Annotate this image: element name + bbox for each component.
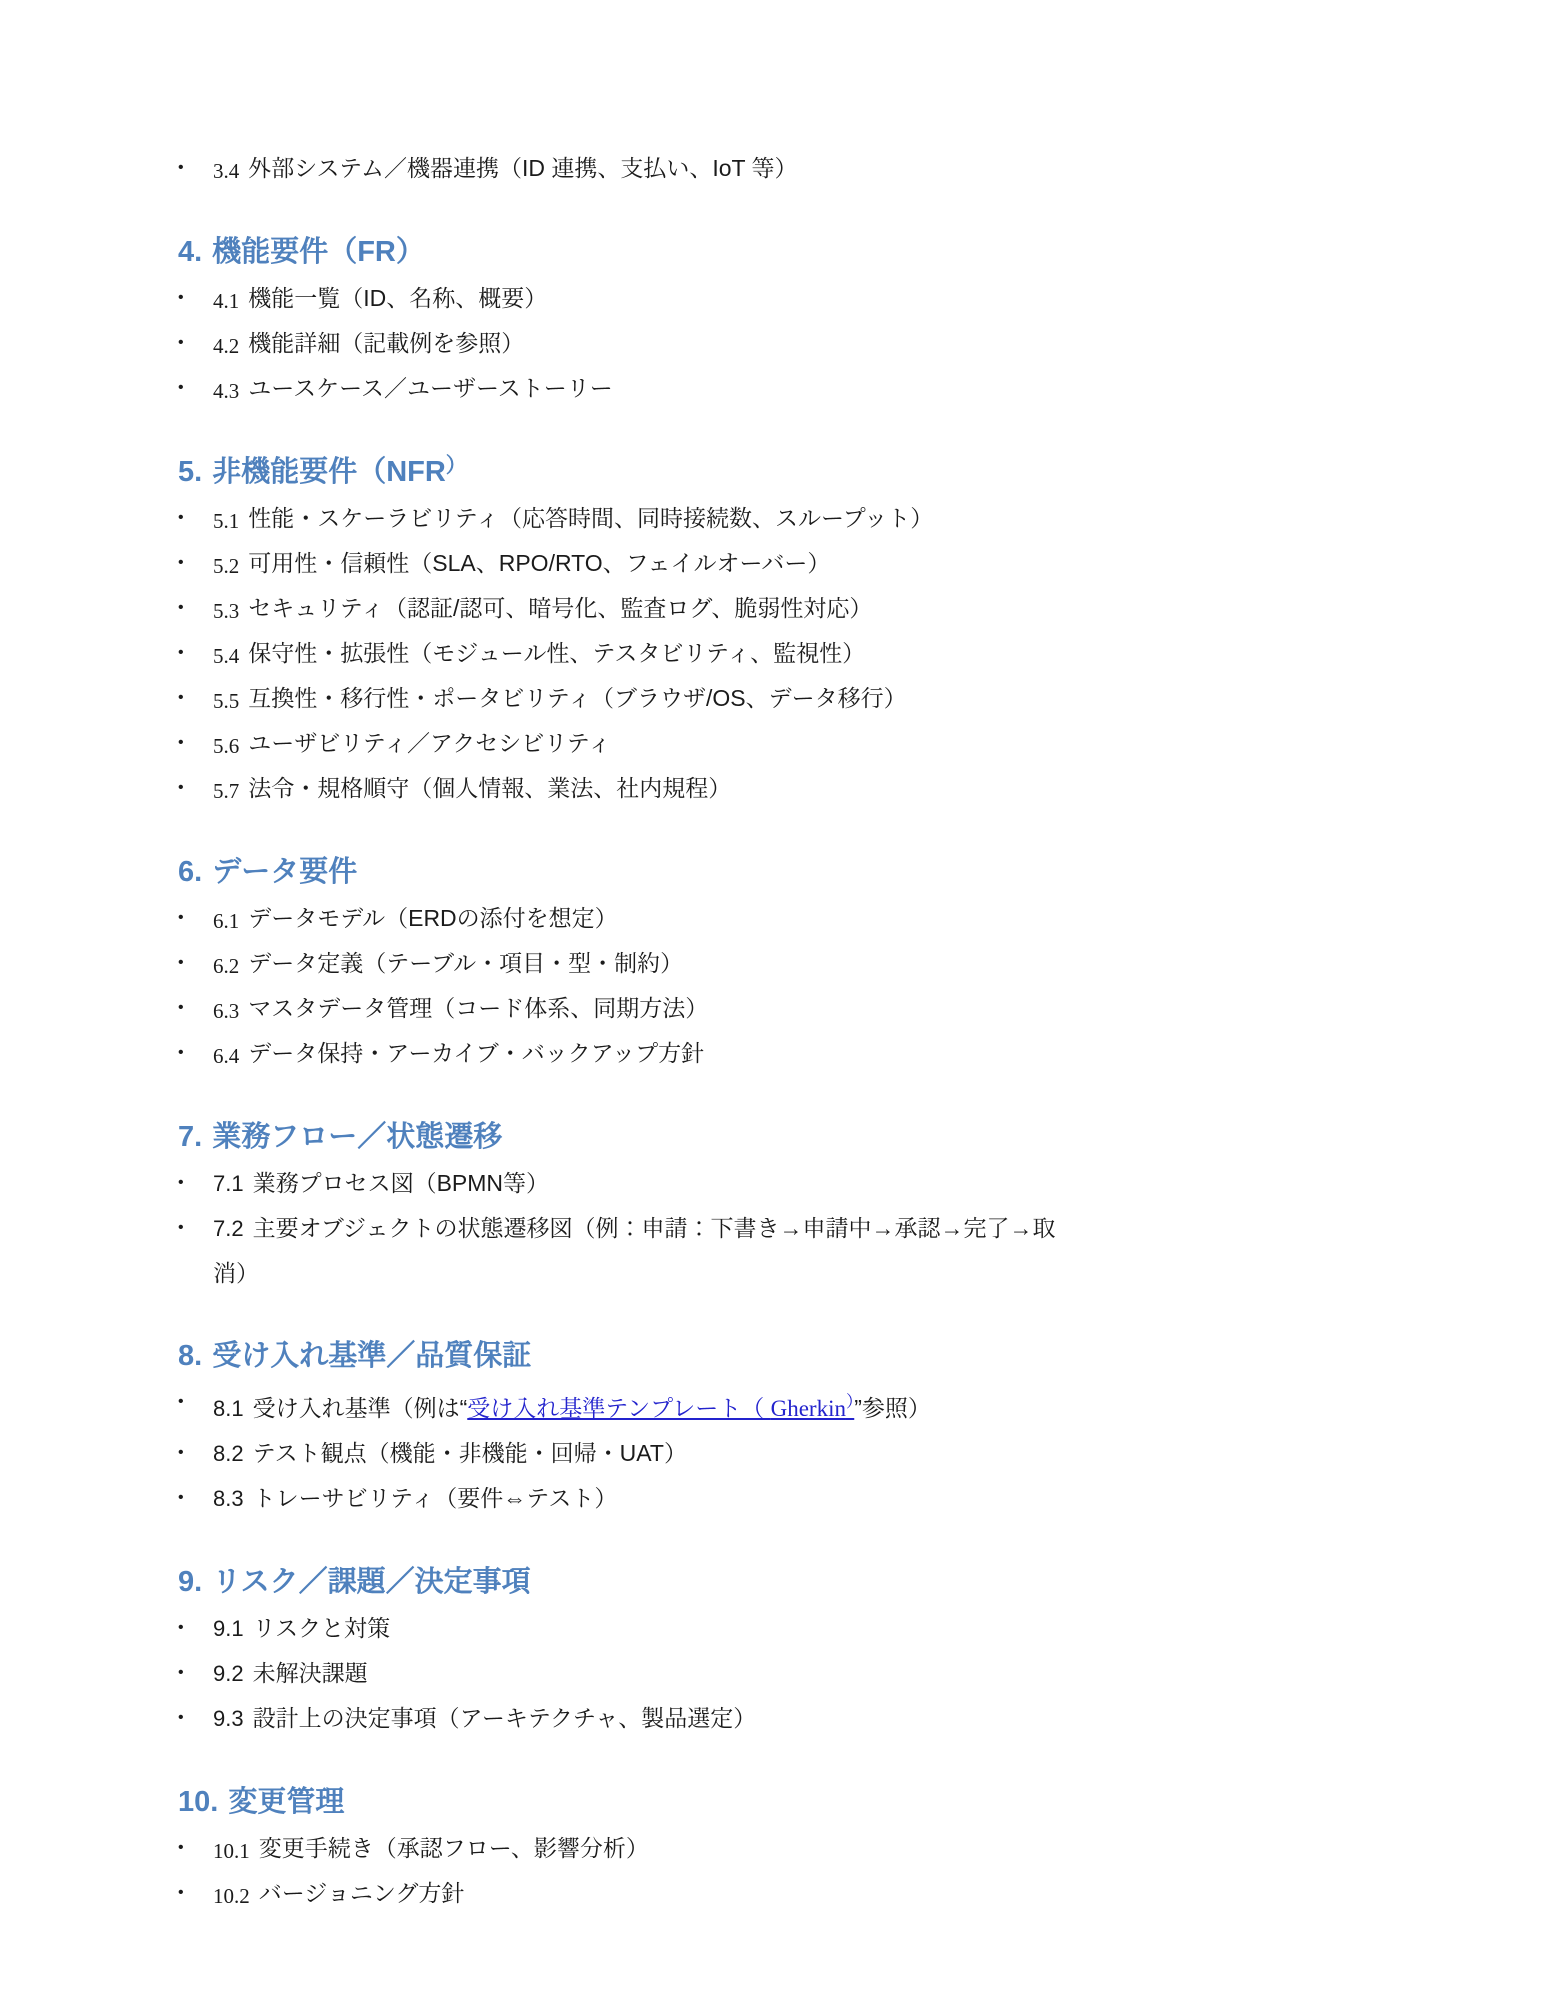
item-number: 6.3 [213, 999, 240, 1023]
bullet-icon: • [178, 909, 184, 926]
bullet-icon: • [178, 644, 184, 661]
list-item [178, 1380, 1395, 1431]
item-text: データ保持・アーカイブ・バックアップ方針 [248, 1040, 705, 1066]
bullet-icon: • [178, 334, 184, 351]
item-text: 設計上の決定事項（アーキテクチャ、製品選定） [252, 1705, 757, 1731]
heading-title: 機能要件（FR） [212, 236, 425, 268]
heading-title: 変更管理 [228, 1786, 345, 1818]
item-text: 性能・スケーラビリティ（応答時間、同時接続数、スループット） [248, 505, 934, 531]
item-text: 業務プロセス図（BPMN等） [252, 1170, 550, 1196]
list-item [178, 276, 1395, 321]
item-number: 4.3 [213, 379, 240, 403]
bullet-icon: • [178, 1664, 184, 1681]
item-number: 10.1 [213, 1839, 250, 1863]
link-text[interactable]: 受け入れ基準テンプレート（ [467, 1395, 771, 1421]
item-number: 8.2 [213, 1441, 244, 1466]
list-item [178, 541, 1395, 586]
item-text: 可用性・信頼性（SLA、RPO/RTO、フェイルオーバー） [248, 550, 831, 576]
list-item [178, 941, 1395, 986]
section-heading [178, 225, 1395, 273]
heading-number: 4. [178, 236, 203, 268]
item-number: 10.2 [213, 1884, 250, 1908]
bullet-icon: • [178, 1709, 184, 1726]
bullet-icon: • [178, 509, 184, 526]
item-number: 6.1 [213, 909, 240, 933]
item-number: 7.1 [213, 1171, 244, 1196]
list-item [178, 1696, 1395, 1741]
bullet-icon: • [178, 689, 184, 706]
heading-title: リスク／課題／決定事項 [212, 1566, 531, 1598]
list-item [178, 366, 1395, 411]
bullet-icon: • [178, 1884, 184, 1901]
bullet-icon: • [178, 954, 184, 971]
item-text: テスト観点（機能・非機能・回帰・UAT） [252, 1440, 687, 1466]
bullet-icon: • [178, 599, 184, 616]
section-non-functional-requirements [178, 445, 1395, 811]
list-item [178, 1431, 1395, 1476]
list-item [178, 1826, 1395, 1871]
bullet-icon: • [178, 1839, 184, 1856]
item-text: 未解決課題 [252, 1660, 368, 1686]
bullet-icon: • [178, 1044, 184, 1061]
item-number: 5.4 [213, 644, 240, 668]
section-heading [178, 1329, 1395, 1377]
item-number: 5.1 [213, 509, 240, 533]
list-item [178, 1871, 1395, 1916]
item-number: 9.3 [213, 1706, 244, 1731]
item-number: 7.2 [213, 1216, 244, 1241]
item-text: 法令・規格順守（個人情報、業法、社内規程） [248, 775, 732, 801]
bullet-icon: • [178, 734, 184, 751]
item-text: 外部システム／機器連携（ID 連携、支払い、IoT 等） [248, 155, 798, 181]
item-text: ユーザビリティ／アクセシビリティ [248, 730, 611, 756]
item-number: 4.1 [213, 289, 240, 313]
section-heading [178, 845, 1395, 893]
item-text: ユースケース／ユーザーストーリー [248, 375, 613, 401]
item-number: 5.6 [213, 734, 240, 758]
item-text-suffix: ”参照） [854, 1395, 931, 1421]
list-item [178, 721, 1395, 766]
list-item [178, 1206, 1395, 1295]
section-acceptance-criteria [178, 1329, 1395, 1521]
item-number: 5.3 [213, 599, 240, 623]
section-heading [178, 1110, 1395, 1158]
item-number: 8.1 [213, 1396, 244, 1421]
list-item [178, 1161, 1395, 1206]
heading-number: 9. [178, 1566, 203, 1598]
item-text: リスクと対策 [252, 1615, 391, 1641]
item-text: 変更手続き（承認フロー、影響分析） [258, 1835, 649, 1861]
section-change-management [178, 1775, 1395, 1916]
item-number: 8.3 [213, 1486, 244, 1511]
bullet-icon: • [178, 554, 184, 571]
bullet-icon: • [178, 289, 184, 306]
list-item [178, 1651, 1395, 1696]
list-item [178, 1476, 1395, 1521]
item-text: バージョニング方針 [258, 1880, 465, 1906]
section-risks-issues-decisions [178, 1555, 1395, 1741]
bullet-icon: • [178, 1393, 184, 1410]
item-number: 4.2 [213, 334, 240, 358]
item-text: データモデル（ERDの添付を想定） [248, 905, 618, 931]
bullet-icon: • [178, 1444, 184, 1461]
item-number: 6.2 [213, 954, 240, 978]
bullet-icon: • [178, 159, 184, 176]
item-text: データ定義（テーブル・項目・型・制約） [248, 950, 684, 976]
item-text: トレーサビリティ（要件⇔テスト） [252, 1485, 618, 1511]
section-heading [178, 1555, 1395, 1603]
item-text-continuation: 消） [213, 1260, 259, 1286]
gherkin-template-link[interactable] [467, 1392, 855, 1421]
item-number: 9.1 [213, 1616, 244, 1641]
section-business-flow [178, 1110, 1395, 1295]
item-number: 6.4 [213, 1044, 240, 1068]
item-text: 保守性・拡張性（モジュール性、テスタビリティ、監視性） [248, 640, 866, 666]
item-text: マスタデータ管理（コード体系、同期方法） [248, 995, 709, 1021]
item-text: 互換性・移行性・ポータビリティ（ブラウザ/OS、データ移行） [248, 685, 907, 711]
list-item [178, 321, 1395, 366]
section-functional-requirements [178, 225, 1395, 411]
item-number: 5.7 [213, 779, 240, 803]
list-item [178, 146, 1395, 191]
section-heading [178, 1775, 1395, 1823]
item-text: 受け入れ基準（例は“ [252, 1395, 468, 1421]
heading-title-sup: ） [445, 454, 467, 477]
link-text-latin[interactable]: Gherkin [770, 1396, 846, 1421]
heading-title: 受け入れ基準／品質保証 [212, 1340, 532, 1372]
heading-number: 8. [178, 1340, 203, 1372]
bullet-icon: • [178, 1489, 184, 1506]
list-item [178, 631, 1395, 676]
bullet-icon: • [178, 999, 184, 1016]
heading-title: データ要件 [212, 856, 358, 888]
item-text: 機能一覧（ID、名称、概要） [248, 285, 548, 311]
heading-title: 非機能要件（NFR [212, 456, 446, 488]
bullet-icon: • [178, 1619, 184, 1636]
bullet-icon: • [178, 1219, 184, 1236]
heading-title: 業務フロー／状態遷移 [212, 1121, 503, 1153]
list-item [178, 986, 1395, 1031]
heading-number: 5. [178, 456, 203, 488]
list-item [178, 1031, 1395, 1076]
item-text: 主要オブジェクトの状態遷移図（例：申請：下書き→申請中→承認→完了→取 [252, 1215, 1056, 1241]
item-text: 機能詳細（記載例を参照） [248, 330, 525, 356]
link-text-sup[interactable]: ） [845, 1392, 855, 1411]
list-item [178, 586, 1395, 631]
list-item [178, 676, 1395, 721]
heading-number: 7. [178, 1121, 203, 1153]
bullet-icon: • [178, 1174, 184, 1191]
section-heading [178, 445, 1395, 493]
heading-number: 6. [178, 856, 203, 888]
item-number: 9.2 [213, 1661, 244, 1686]
list-item [178, 896, 1395, 941]
bullet-icon: • [178, 779, 184, 796]
heading-number: 10. [178, 1786, 219, 1818]
item-number: 5.5 [213, 689, 240, 713]
bullet-icon: • [178, 379, 184, 396]
list-item [178, 496, 1395, 541]
item-number: 3.4 [213, 159, 240, 183]
section-data-requirements [178, 845, 1395, 1076]
list-item [178, 766, 1395, 811]
item-number: 5.2 [213, 554, 240, 578]
list-item [178, 1606, 1395, 1651]
item-text: セキュリティ（認証/認可、暗号化、監査ログ、脆弱性対応） [248, 595, 873, 621]
